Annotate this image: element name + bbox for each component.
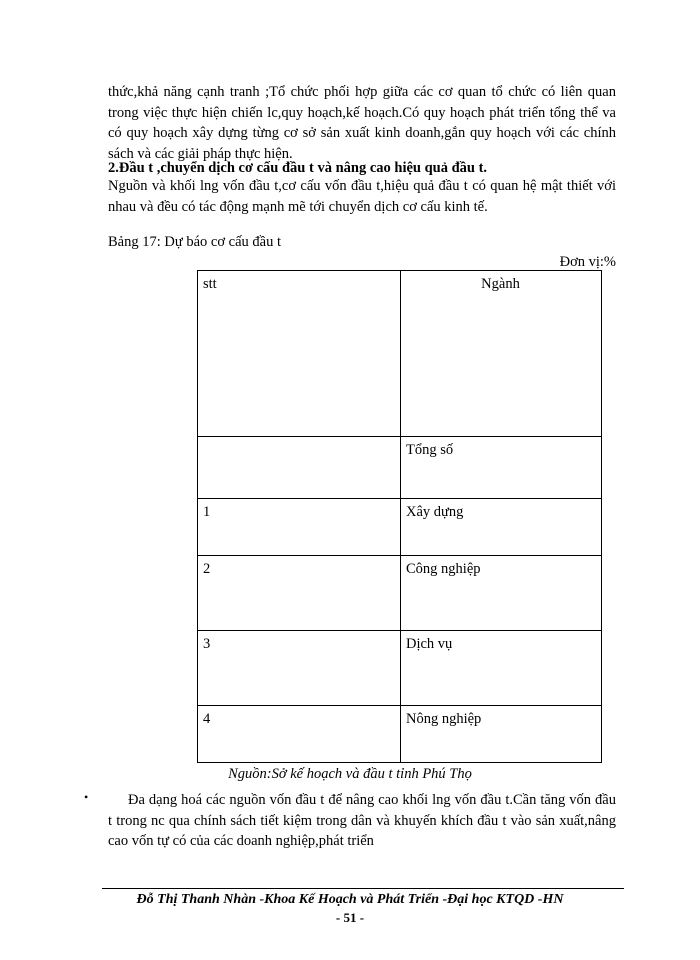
table-caption: Bảng 17: Dự báo cơ cấu đầu t xyxy=(108,234,281,250)
source-note: Nguồn:Sở kế hoạch và đầu t tỉnh Phú Thọ xyxy=(228,766,472,782)
table-row xyxy=(198,706,602,763)
section-heading: 2.Đầu t ,chuyển dịch cơ cấu đầu t và nâng cao hiệu quả đầu t. xyxy=(108,160,488,176)
table-row xyxy=(198,437,602,499)
row-nganh: Tổng số xyxy=(401,437,602,499)
footer-text: Đỗ Thị Thanh Nhàn -Khoa Kế Hoạch và Phát Triển -Đại học KTQD -HN xyxy=(136,892,564,907)
row-stt: 4 xyxy=(198,706,401,763)
bullet-paragraph-text: Đa dạng hoá các nguồn vốn đầu t để nâng cao khối lng vốn đầu t.Cần tăng vốn đầu t trong nc qua chính sách tiết kiệm trong dân và khuyến khích đầu t vào sản xuất,nâng cao vốn tự có của các doanh nghiệp,phát triển xyxy=(108,792,616,849)
bullet-icon: • xyxy=(84,790,89,804)
row-stt: 1 xyxy=(198,499,401,556)
section-paragraph: Nguồn và khối lng vốn đầu t,cơ cấu vốn đầu t,hiệu quả đầu t có quan hệ mật thiết với nhau và đều có tác động mạnh mẽ tới chuyển dịch cơ cấu kinh tế. xyxy=(108,178,616,215)
unit-label: Đơn vị:% xyxy=(559,254,616,270)
row-nganh: Nông nghiệp xyxy=(401,706,602,763)
header-nganh: Ngành xyxy=(401,271,602,437)
row-stt: 2 xyxy=(198,556,401,631)
footer-divider xyxy=(102,888,624,889)
row-nganh: Công nghiệp xyxy=(401,556,602,631)
row-stt xyxy=(198,437,401,499)
row-nganh: Dịch vụ xyxy=(401,631,602,706)
intro-paragraph: thức,khả năng cạnh tranh ;Tổ chức phối hợp giữa các cơ quan tổ chức có liên quan trong việc thực hiện chiến lc,quy hoạch,kế hoạch.Có quy hoạch phát triển tổng thể va có quy hoạch xây dựng từng cơ sở sản xuất kinh doanh,gắn quy hoạch với các chính sách và các giải pháp thực hiện. xyxy=(108,84,616,162)
forecast-table xyxy=(197,270,602,763)
row-nganh: Xây dựng xyxy=(401,499,602,556)
table-header-row xyxy=(198,271,602,437)
table-row xyxy=(198,631,602,706)
row-stt: 3 xyxy=(198,631,401,706)
bullet-paragraph xyxy=(108,790,616,852)
page-number: - 51 - xyxy=(335,910,365,925)
table-row xyxy=(198,556,602,631)
table-row xyxy=(198,499,602,556)
header-stt: stt xyxy=(198,271,401,437)
